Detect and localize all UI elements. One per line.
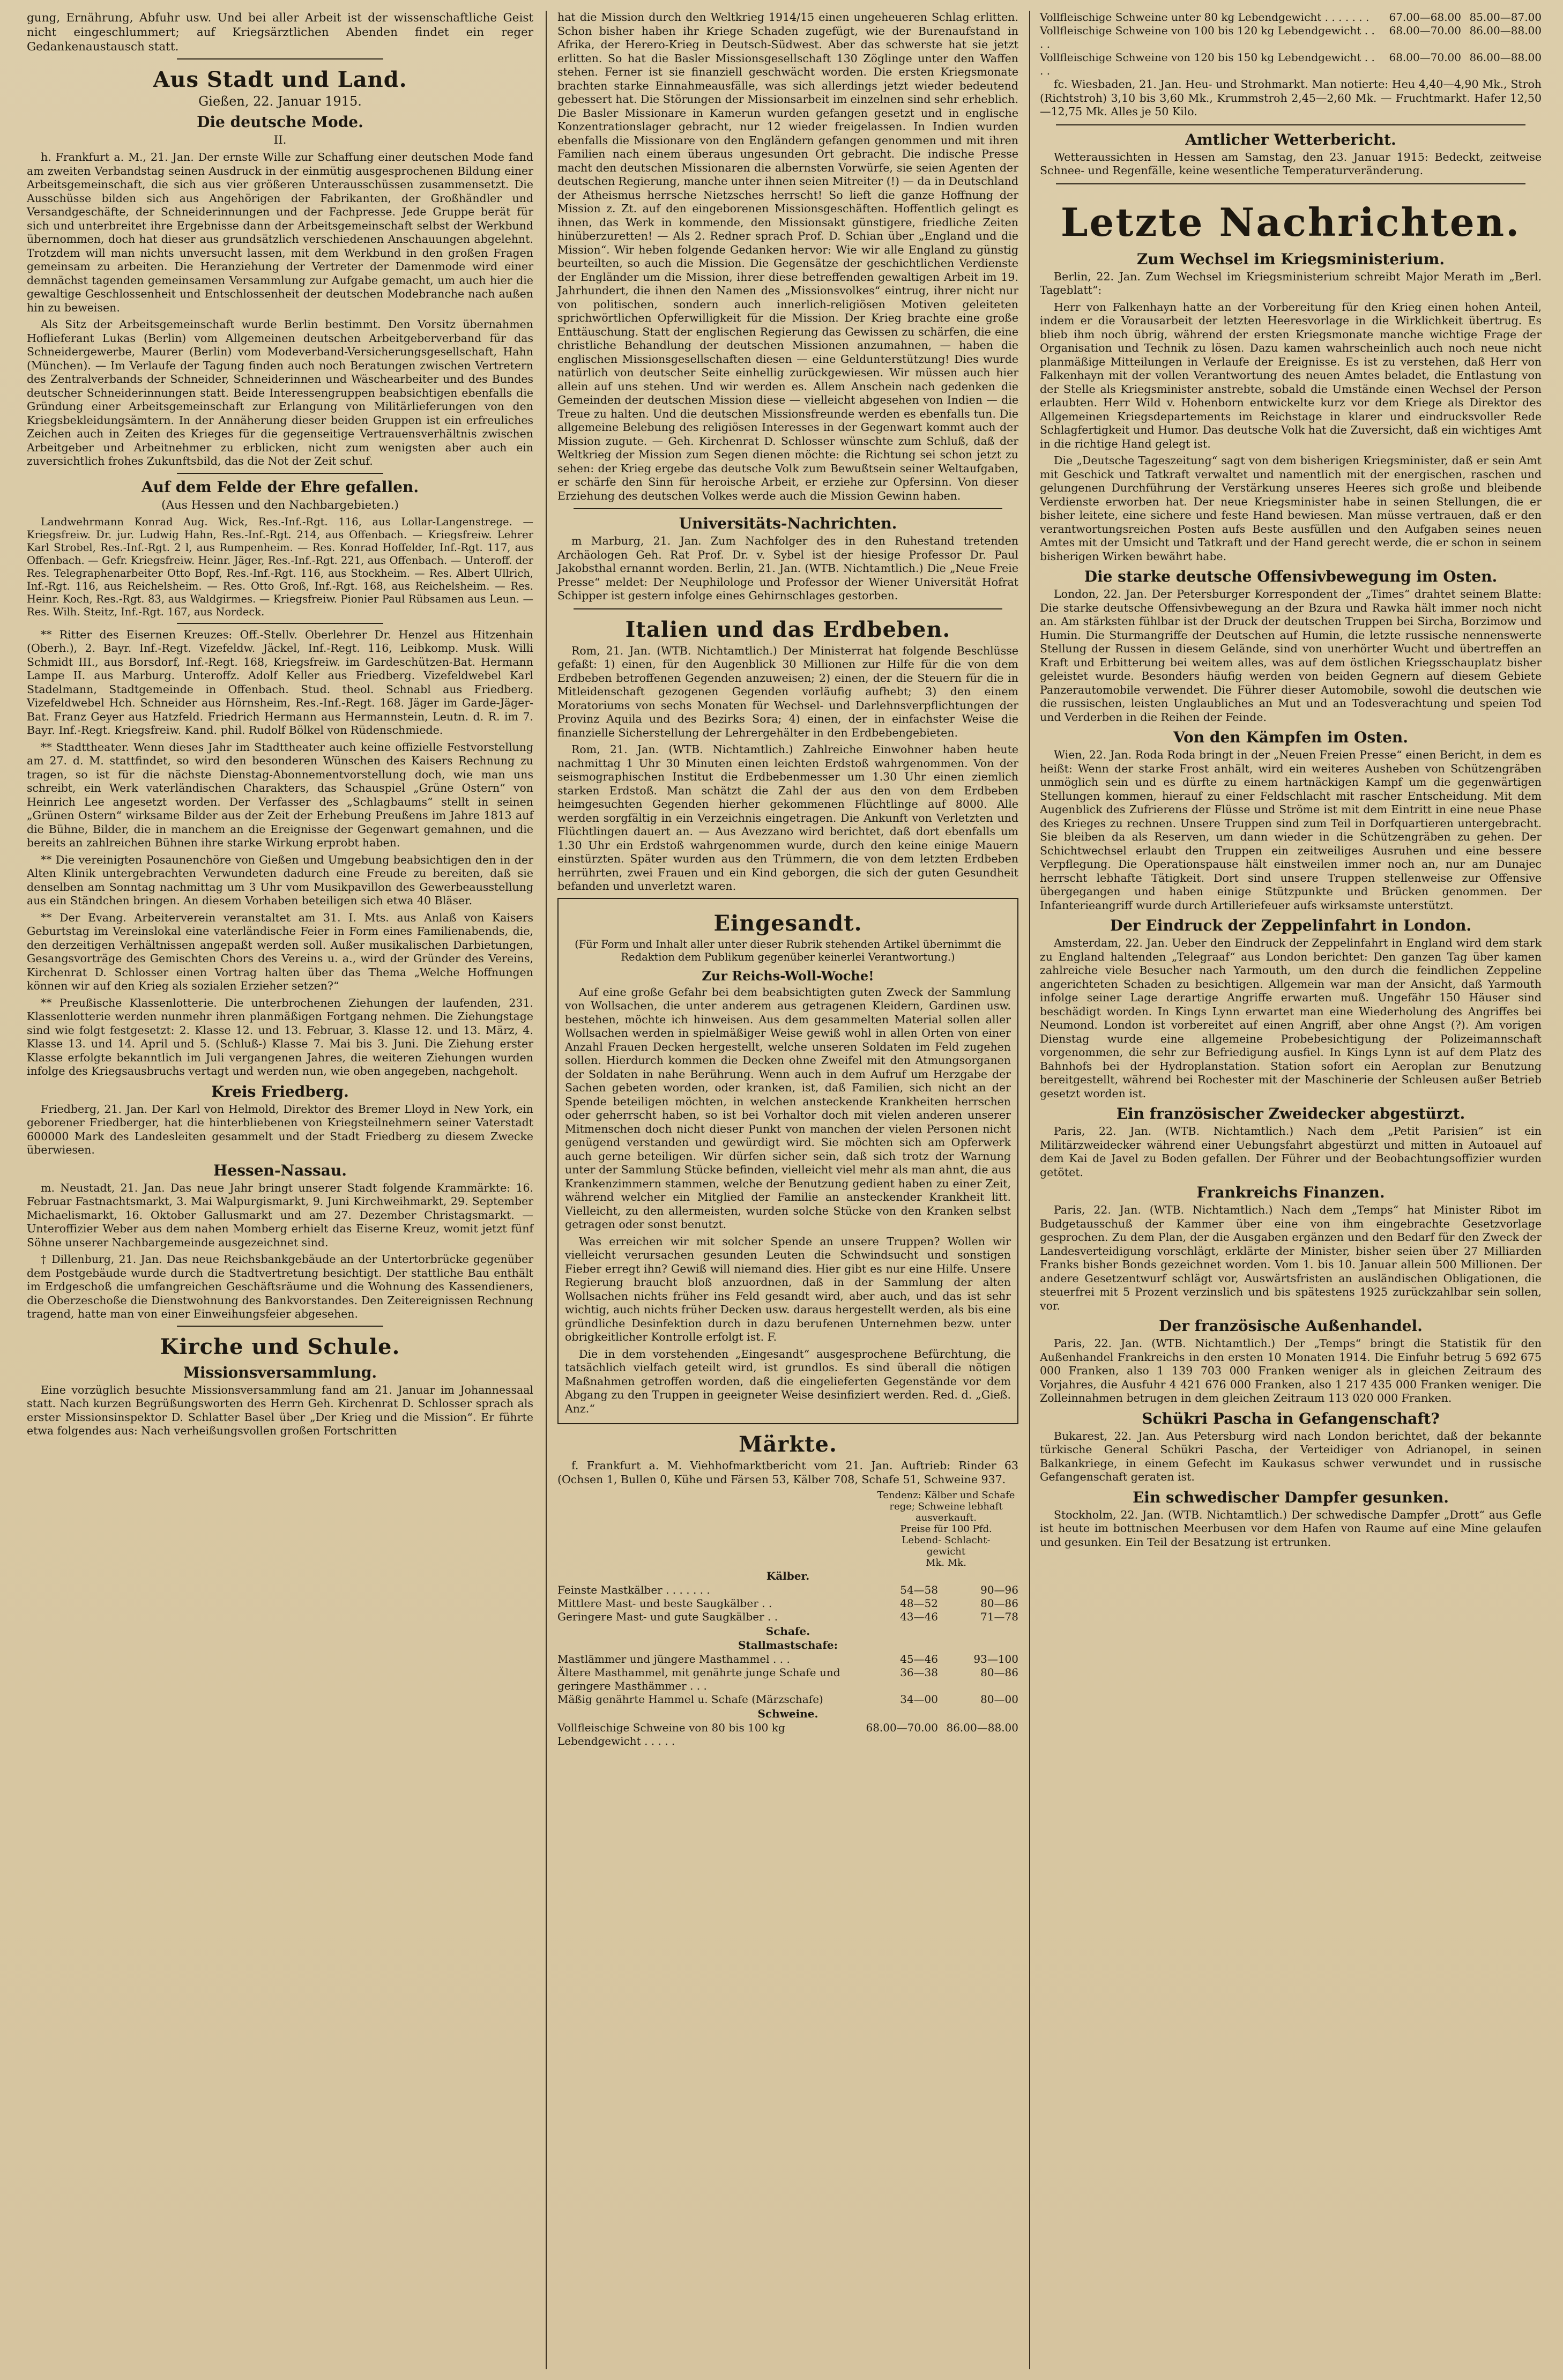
news-item: m Marburg, 21. Jan. Zum Nachfolger des in den Ruhestand tretenden Archäologen Geh. Rat Prof. Dr. v. Sybel ist der hiesige Professor Dr. Paul Jakobsthal ernannt worden. Berlin, 21. Jan. (WTB. Nichtamtlich.) Die „Neue Freie Presse“ meldet: Der Neuphilologe und Professor der Wiener Universität Hofrat Schipper ist gestern infolge eines Gehirnschlages gestorben. — [557, 534, 1018, 602]
price-live-weight: 68.00—70.00 — [1389, 24, 1461, 37]
price-live-weight: 45—46 — [900, 1653, 938, 1665]
divider — [177, 473, 383, 474]
article-title: Universitäts-Nachrichten. — [679, 515, 897, 532]
news-item: ** Preußische Klassenlotterie. Die unterbrochenen Ziehungen der laufenden, 231. Klassenlotterie werden nunmehr ihren planmäßigen Fortgang nehmen. Die Ziehungstage sind wie folgt festgesetzt: 2. Klasse 12. und 13. Februar, 3. Klasse 12. und 13. März, 4. Klasse 13. und 14. April und 5. (Schluß-) Klasse 7. Mai bis 3. Juni. Die Ziehung erster Klasse erfolgte bekanntlich im Juli vergangenen Jahres, die weiteren Ziehungen wurden infolge des Kriegsausbruchs vertagt und werden nun, wie oben angegeben, nachgeholt. — [27, 996, 533, 1077]
price-row-label: Vollfleischige Schweine von 120 bis 150 kg Lebendgewicht . . . . — [1040, 51, 1375, 77]
price-row-label: Feinste Mastkälber . . . . . . . — [557, 1583, 710, 1596]
price-live-weight: 68.00—70.00 — [1389, 51, 1461, 64]
market-report: f. Frankfurt a. M. Viehhofmarktbericht vom 21. Jan. Auftrieb: Rinder 63 (Ochsen 1, Bullen 0, Kühe und Färsen 53, Kälber 708, Schafe 51, Schweine 937. — [557, 1459, 1018, 1486]
article-title: Schükri Pascha in Gefangenschaft? — [1142, 1409, 1440, 1427]
column-2 — [552, 11, 1024, 2369]
article-title: Zur Reichs-Woll-Woche! — [702, 968, 874, 984]
price-live-weight: 68.00—70.00 — [866, 1721, 938, 1734]
price-row — [557, 1666, 1018, 1693]
column-3 — [1034, 11, 1547, 2369]
news-item: Berlin, 22. Jan. Zum Wechsel im Kriegsministerium schreibt Major Merath im „Berl. Tageblatt“: — [1040, 270, 1542, 296]
price-slaughter-weight: 90—96 — [980, 1583, 1018, 1596]
divider — [177, 1326, 383, 1327]
price-row — [1040, 51, 1542, 78]
price-header — [557, 1546, 1018, 1557]
price-slaughter-weight: 80—86 — [980, 1666, 1018, 1679]
news-item: Rom, 21. Jan. (WTB. Nichtamtlich.) Der Ministerrat hat folgende Beschlüsse gefaßt: 1) einen, für den Augenblick 30 Millionen zur Hilfe für die von dem Erdbeben betroffenen Gegenden anzuweisen; 2) einen, der die Steuern für die in Mitleidenschaft gezogenen Gegenden vorläufig aufhebt; 3) den einem Moratoriums von sechs Monaten für Wechsel- und Darlehnsverpflichtungen der Provinz Aquila und des Bezirks Sora; 4) einen, der in einfachster Weise die finanzielle Sicherstellung der Lehrergehälter in den Erdbebengebieten. — [557, 644, 1018, 739]
news-item: Die „Deutsche Tageszeitung“ sagt von dem bisherigen Kriegsminister, daß er sein Amt mit Geschick und Tatkraft verwaltet und namentlich mit der energischen, raschen und gelungenen Durchführung der Verstärkung unseres Heeres sich große und bleibende Verdienste erworben hat. Der neue Kriegsminister habe in seinen Stellungen, die er bisher leitete, eine sichere und feste Hand bewiesen. Man müsse vertrauen, daß er den verantwortungsreichen Posten aufs Beste ausfüllen und den Aufgaben seines neuen Amtes mit der Umsicht und Tatkraft und der Hand gerecht werde, die er schon in seinem bisherigen Wirken bewährt habe. — [1040, 454, 1542, 563]
news-item: ** Der Evang. Arbeiterverein veranstaltet am 31. I. Mts. aus Anlaß von Kaisers Geburtstag im Vereinslokal eine vaterländische Feier in Form eines Familienabends, die, den derzeitigen Verhältnissen angepaßt werden soll. Außer musikalischen Darbietungen, Gesangsvorträge des Gemischten Chors des Vereins u. a., wird der Gründer des Vereins, Kirchenrat D. Schlosser einen Vortrag halten über das Thema „Welche Hoffnungen können wir auf den Krieg als sozialen Erzieher setzen?“ — [27, 911, 533, 992]
article-title: Amtlicher Wetterbericht. — [1185, 130, 1396, 148]
price-header — [557, 1557, 1018, 1568]
news-item: Paris, 22. Jan. (WTB. Nichtamtlich.) Der „Temps“ bringt die Statistik für den Außenhandel Frankreichs in den ersten 10 Monaten 1914. Die Einfuhr betrug 5 692 675 000 Franken, also 1 139 703 000 Franken weniger als in gleichen Zeitraum des Vorjahres, die Ausfuhr 4 421 676 000 Franken, also 1 217 435 000 Franken weniger. Die Zolleinnahmen betrugen in dem gleichen Zeitraum 113 020 000 Franken. — [1040, 1337, 1542, 1404]
price-row-label: Vollfleischige Schweine von 100 bis 120 kg Lebendgewicht . . . . — [1040, 24, 1375, 50]
price-slaughter-weight: 80—00 — [980, 1693, 1018, 1706]
region-heading: Kreis Friedberg. — [211, 1082, 349, 1100]
price-table-schweine — [557, 1721, 1018, 1748]
news-item: Wien, 22. Jan. Roda Roda bringt in der „Neuen Freien Presse“ einen Bericht, in dem es heißt: Wenn der starke Frost anhält, wird ein weiteres Ausheben von Schützengräben unmöglich sein und es dürfte zu einem hartnäckigen Kampf um die gegenwärtigen Stellungen kommen, hierauf zu einer Feldschlacht mit rascher Entscheidung. Mit dem Augenblick des Zufrierens der Flüsse und Ströme ist mit dem Eintritt in eine neue Phase des Krieges zu rechnen. Unsere Truppen sind zum Teil in Dorfquartieren untergebracht. Sie bleiben da als Reserven, um dann wieder in die Schützengräben zu gehen. Der Schichtwechsel erlaubt den Truppen ein zeitweiliges Ausruhen und eine bessere Verpflegung. Die Operationspause hält einstweilen immer noch an, nur am Dunajec herrscht lebhafte Tätigkeit. Dort sind unsere Truppen stellenweise zur Offensive übergegangen und haben einige Stützpunkte und Brücken genommen. Der Infanterieangriff wurde durch Artilleriefeuer aufs wirksamste unterstützt. — [1040, 748, 1542, 912]
price-table-schafe — [557, 1653, 1018, 1706]
article-subtitle: (Aus Hessen und den Nachbargebieten.) — [161, 498, 399, 512]
price-row-label: Mittlere Mast- und beste Saugkälber . . — [557, 1597, 772, 1610]
news-item: Bukarest, 22. Jan. Aus Petersburg wird nach London berichtet, daß der bekannte türkische General Schükri Pascha, der Verteidiger von Adrianopel, in seinen Balkankriege, in einem Gefecht im Kaukasus schwer verwundet und in russische Gefangenschaft geraten ist. — [1040, 1429, 1542, 1483]
article-paragraph: Auf eine große Gefahr bei dem beabsichtigten guten Zweck der Sammlung von Wollsachen, die unter anderem aus getragenen Kleidern, Gardinen usw. bestehen, möchte ich hinweisen. Aus dem gesammelten Material sollen aller Wollsachen werden in spielmäßiger Weise gewiß wohl in allen Orten von einer Anzahl Frauen Decken hergestellt, welche unseren Soldaten im Feld zugehen sollen. Hierdurch kommen die Decken ohne Zweifel mit den Atmungsorganen der Soldaten in nahe Berührung. Wenn auch in dem Aufruf um Herzgabe der Sachen gebeten worden, oder kranken, ist, daß Familien, sich nicht an der Spende beteiligen möchten, in welchen ansteckende Krankheiten herrschen oder geherrscht haben, so ist bei Vorhaltor doch mit vielen anderen unserer Mitmenschen doch nicht dieser Punkt von manchen der vielen Personen nicht genügend verstanden und gewürdigt wird. Sie möchten sich am Opferwerk auch gerne beteiligen. Wir dürfen sicher sein, daß sich trotz der Warnung unter der Sammlung Stücke befinden, vielleicht viel mehr als man ahnt, die aus Krankenzimmern stammen, welche der Benutzung gedient haben zu einer Zeit, während welcher ein Mitglied der Familie an ansteckender Krankheit litt. Vielleicht, zu den allermeisten, wurden solche Stücke von den Kranken selbst getragen oder sonst benutzt. — [565, 985, 1011, 1231]
news-item: ** Die vereinigten Posaunenchöre von Gießen und Umgebung beabsichtigen den in der Alten Klinik untergebrachten Verwundeten dadurch eine Freude zu bereiten, daß sie denselben am Sonntag nachmittag um 3 Uhr vom Musikpavillon des Gewerbeausstellung aus ein Ständchen bringen. An diesem Vorhaben beteiligen sich etwa 40 Bläser. — [27, 853, 533, 907]
column-1 — [21, 11, 539, 2369]
article-title: Die deutsche Mode. — [197, 113, 363, 131]
price-row — [557, 1583, 1018, 1597]
article-title: Ein französischer Zweidecker abgestürzt. — [1116, 1105, 1465, 1122]
price-header-line: Mk. Mk. — [926, 1557, 966, 1568]
price-slaughter-weight: 80—86 — [980, 1597, 1018, 1610]
price-live-weight: 34—00 — [900, 1693, 938, 1706]
price-header-line: gewicht — [926, 1546, 966, 1557]
price-row-label: Ältere Masthammel, mit genährte junge Schafe und geringere Masthämmer . . . — [557, 1666, 840, 1692]
news-item: † Dillenburg, 21. Jan. Das neue Reichsbankgebäude an der Untertorbrücke gegenüber dem Postgebäude wurde durch die Stadtvertretung besichtigt. Der stattliche Bau enthält im Erdgeschoß die umfangreichen Geschäftsräume und die Wohnung des Kassendieners, die Oberzeschoße die Dienstwohnung des Bankvorstandes. Den Zeitereignissen Rechnung tragend, hatte man von einer Einweihungsfeier abgesehen. — [27, 1253, 533, 1320]
article-title: Missionsversammlung. — [183, 1363, 377, 1381]
price-row — [1040, 24, 1542, 51]
price-live-weight: 67.00—68.00 — [1389, 11, 1461, 24]
section-heading: Aus Stadt und Land. — [153, 67, 407, 92]
price-row-label: Vollfleischige Schweine unter 80 kg Lebendgewicht . . . . . . . — [1040, 11, 1370, 24]
divider — [177, 58, 383, 59]
price-row — [1040, 11, 1542, 24]
price-slaughter-weight: 71—78 — [980, 1610, 1018, 1623]
price-slaughter-weight: 85.00—87.00 — [1469, 11, 1542, 24]
region-heading: Hessen-Nassau. — [213, 1161, 347, 1179]
weather-report: Wetteraussichten in Hessen am Samstag, den 23. Januar 1915: Bedeckt, zeitweise Schnee- und Regenfälle, keine wesentliche Temperaturveränderung. — [1040, 150, 1542, 177]
article-paragraph: h. Frankfurt a. M., 21. Jan. Der ernste Wille zur Schaffung einer deutschen Mode fand am zweiten Verbandstag seinen Ausdruck in der einmütig ausgesprochenen Bildung einer Arbeitsgemeinschaft, die sich aus vier größeren Unterausschüssen zusammensetzt. Die Ausschüsse bilden sich aus Angehörigen der Fabrikanten, der Großhändler und Versandgeschäfte, der Schneiderinnungen und der Fachpresse. Jede Gruppe berät für sich und unterbreitet ihre Ergebnisse dann der Arbeitsgemeinschaft selbst der Werkbund übernommen, doch hat dieser aus grundsätzlich verschiedenen Anschauungen abgelehnt. Trotzdem will man nichts unversucht lassen, mit dem Werkbund in den großen Fragen gemeinsam zu arbeiten. Die Heranziehung der Vertreter der Damenmode wird einer demnächst tagenden gemeinsamen Versammlung zur Aufgabe gemacht, um auch hier die gewaltige Geschlossenheit und Entschlossenheit der deutschen Modebranche nach außen hin zu beweisen. — [27, 151, 533, 314]
price-row-label: Geringere Mast- und gute Saugkälber . . — [557, 1610, 778, 1623]
article-title: Ein schwedischer Dampfer gesunken. — [1132, 1488, 1449, 1506]
news-item: Friedberg, 21. Jan. Der Karl von Helmold, Direktor des Bremer Lloyd in New York, ein geborener Friedberger, hat die hinterbliebenen von Kriegsteilnehmern seiner Vaterstadt 600000 Mark des Landesleiten gesammelt und der Stadt Friedberg zu diesem Zwecke überwiesen. — [27, 1102, 533, 1156]
article-title: Zum Wechsel im Kriegsministerium. — [1136, 250, 1445, 268]
news-item: Rom, 21. Jan. (WTB. Nichtamtlich.) Zahlreiche Einwohner haben heute nachmittag 1 Uhr 30 Minuten einen leichten Erdstoß wahrgenommen. Von der seismographischen Institut die Erdbebenmesser um 1.30 Uhr einen ziemlich starken Erdstoß. Man schätzt die Zahl der aus den von dem Erdbeben heimgesuchten Gegenden hierher gekommenen Flüchtlinge auf 8000. Alle werden sorgfältig in ein Verzeichnis eingetragen. Die Ankunft von Verletzten und Flüchtlingen dauert an. — Aus Avezzano wird berichtet, daß dort ebenfalls um 1.30 Uhr ein Erdstoß wahrgenommen wurde, durch den keine einige Mauern einstürzten. Später wurden aus den Trümmern, die von dem letzten Erdbeben herrührten, zwei Frauen und ein Kind geborgen, die sich der guten Gesundheit befanden und unverletzt waren. — [557, 743, 1018, 892]
news-item: Herr von Falkenhayn hatte an der Vorbereitung für den Krieg einen hohen Anteil, indem er die Vorausarbeit der letzten Heeresvorlage in die Wirklichkeit übertrug. Es blieb ihm noch übrig, während der ersten Kriegsmonate manche wichtige Frage der Organisation und Technik zu lösen. Dazu kamen wahrscheinlich auch noch neue nicht planmäßige Mitteilungen in Verlaufe der Ereignisse. Es ist zu verstehen, daß Herr von Falkenhayn mit der vollen Verantwortung des neuen Amtes beladet, die Entlastung von der Stelle als Kriegsminister anstrebte, sobald die Umstände einen Wechsel der Person erlaubten. Herr Wild v. Hohenborn entwickelte kurz vor dem Kriege als Direktor des Allgemeinen Kriegsdepartements im Reichstage in klarer und eindrucksvoller Rede Schlagfertigkeit und Humor. Das deutsche Volk hat die Zuversicht, daß ein wichtiges Amt in die richtige Hand gelegt ist. — [1040, 300, 1542, 450]
price-row — [557, 1610, 1018, 1624]
category-label: Kälber. — [766, 1570, 810, 1582]
market-report: fc. Wiesbaden, 21. Jan. Heu- und Strohmarkt. Man notierte: Heu 4,40—4,90 Mk., Stroh (Richtstroh) 3,10 bis 3,60 Mk., Krummstroh 2,45—2,60 Mk. — Fruchtmarkt. Hafer 12,50—12,75 Mk. Alles je 50 Kilo. — [1040, 78, 1542, 118]
price-table-kaelber — [557, 1583, 1018, 1624]
price-live-weight: 48—52 — [900, 1597, 938, 1610]
category-label: Schafe. — [765, 1625, 810, 1638]
divider — [1056, 124, 1525, 125]
price-row — [557, 1693, 1018, 1706]
article-paragraph: Was erreichen wir mit solcher Spende an unsere Truppen? Wollen wir vielleicht verursachen gesunden Leuten die Schwindsucht und sonstigen Fieber erregt ihn? Gewiß will niemand dies. Hier gibt es nur eine Hilfe. Unsere Regierung braucht bloß anzuordnen, daß in der Sammlung der alten Wollsachen nichts früher ins Feld gesandt wird, aber auch, und das ist sehr wichtig, auch nichts früher Decken usw. daraus hergestellt werden, als bis eine gründliche Desinfektion durch in dazu berufenen Unternehmen bezw. unter obrigkeitlicher Kontrolle erfolgt ist. F. — [565, 1234, 1011, 1343]
news-item: Paris, 22. Jan. (WTB. Nichtamtlich.) Nach dem „Temps“ hat Minister Ribot im Budgetausschuß der Kammer über eine von ihm eingebrachte Gesetzvorlage gesprochen. Zu dem Plan, der die Ausgaben ergänzen und den Bedarf für den Zweck der Landesverteidigung vorschlägt, erklärte der Minister, bisher seien über 27 Milliarden Franks bisher Bonds gezeichnet worden. Vom 1. bis 10. Januar allein 500 Millionen. Der andere Gesetzentwurf schlägt vor, Auswärtsfristen an ausländischen Obligationen, die steuerfrei mit 5 Prozent verzinslich und bis spätestens 1925 zurückzahlbar sein sollen, vor. — [1040, 1203, 1542, 1312]
price-row-label: Mastlämmer und jüngere Masthammel . . . — [557, 1653, 790, 1665]
column-rule — [546, 11, 547, 2369]
price-header-line: Lebend- Schlacht- — [902, 1535, 991, 1546]
price-slaughter-weight: 86.00—88.00 — [1469, 24, 1542, 37]
news-item: London, 22. Jan. Der Petersburger Korrespondent der „Times“ drahtet seinem Blatte: Die starke deutsche Offensivbewegung an der Bzura und Rawka hält immer noch nicht an. Am stärksten fühlbar ist der Druck der deutschen Truppen bei Sircha, Borzimow und Humin. Die Sturmangriffe der Deutschen auf Humin, die letzte russische nennenswerte Stellung der Russen in diesem Gelände, sind von unerhörter Wucht und übertreffen an Kraft und Erbitterung bei weitem alles, was auf dem östlichen Kriegsschauplatz bisher geleistet wurde. Besonders häufig werden von beiden Gegnern auf diesem Gebiete Panzerautomobile verwendet. Die Führer dieser Automobile, sowohl die deutschen wie die russischen, leisten Unglaubliches an Mut und an Todesverachtung und speien Tod und Verderben in die Reihen der Feinde. — [1040, 587, 1542, 724]
article-paragraph: hat die Mission durch den Weltkrieg 1914/15 einen ungeheueren Schlag erlitten. Schon bisher haben ihr Kriege Schaden zugefügt, wie der Burenaufstand in Afrika, der Herero-Krieg in Deutsch-Südwest. Aber das schwerste hat sie jetzt erlitten. So hat die Basler Missionsgesellschaft 130 Zöglinge unter den Waffen stehen. Ferner ist sie finanziell geschwächt worden. Die ersten Kriegsmonate brachten starke Einnahmeausfälle, was sich allerdings jetzt wieder bedeutend gebessert hat. Die Störungen der Missionsarbeit im einzelnen sind sehr erheblich. Die Basler Missionare in Kamerun wurden gefangen gesetzt und in englische Konzentrationslager gebracht, nur 12 wieder freigelassen. In Indien wurden ebenfalls die Missionare von den Engländern gefangen genommen und mit ihren Familien nach einem überaus ungesunden Ort gebracht. Die indische Presse macht den deutschen Missionaren die albernsten Vorwürfe, sie seien Agenten der deutschen Regierung, manche unter ihnen seien Mitreiter (!) — da in Deutschland der Atheismus herrsche Nietzsches herrscht! So lieft die ganze Hoffnung der Mission z. Zt. auf den eingeborenen Missionsgeschäften. Hoffentlich gelingt es ihnen, das Werk in kommende, den Missionsakt günstigere, friedliche Zeiten hinüberzuretten! — Als 2. Redner sprach Prof. D. Schian über „England und die Mission“. Wir heben folgende Gedanken hervor: Wie wir alle England zu günstig beurteilten, so auch die Mission. Die Gegensätze der geschichtlichen Verdienste der Engländer um die Mission, ihrer diese betreffenden gewaltigen Arbeit im 19. Jahrhundert, die ihnen den Namen des „Missionsvolkes“ eintrug, ihrer nicht nur von politischen, sondern auch innerlich-religiösen Motiven geleiteten sprichwörtlichen Opferwilligkeit für die Mission. Der Krieg brachte eine große Enttäuschung. Statt der englischen Regierung das Gewissen zu schärfen, die eine christliche Behandlung der deutschen Missionen anzumahnen, — haben die englischen Missionsgesellschaften diesen — eine Geldunterstützung! Dies wurde natürlich von deutscher Seite einhellig zurückgewiesen. Wir müssen auch hier allein auf uns stehen. Und wir werden es. Allem Anschein nach gedenken die Gemeinden der deutschen Mission diese — vielleicht abgesehen von Indien — die Treue zu halten. Und die deutschen Missionsfreunde werden es ebenfalls tun. Die allgemeine Belebung des religiösen Interesses in der Gegenwart kommt auch der Mission zugute. — Geh. Kirchenrat D. Schlosser wünschte zum Schluß, daß der Weltkrieg der Mission zum Segen dienen möchte: die Richtung sei schon jetzt zu sehen: der Krieg ergebe das deutsche Volk zum Bewußtsein seiner Weltaufgaben, er schärfe den Sinn für heroische Arbeit, er erziehe zur Opfersinn. Von dieser Erziehung des deutschen Volkes werde auch die Mission Gewinn haben. — [557, 11, 1018, 502]
price-row — [557, 1653, 1018, 1666]
article-title: Der Eindruck der Zeppelinfahrt in London. — [1110, 917, 1472, 934]
price-live-weight: 43—46 — [900, 1610, 938, 1623]
intro-text: gung, Ernährung, Abfuhr usw. Und bei aller Arbeit ist der wissenschaftliche Geist nicht eingeschlummert; auf Kriegsärztlichen Abenden findet ein reger Gedankenaustausch statt. — [27, 11, 533, 54]
news-item: m. Neustadt, 21. Jan. Das neue Jahr bringt unserer Stadt folgende Krammärkte: 16. Februar Fastnachtsmarkt, 3. Mai Walpurgismarkt, 9. Juni Kirchweihmarkt, 29. September Michaelismarkt, 16. Oktober Gallusmarkt und am 27. Dezember Christagsmarkt. — Unteroffizier Weber aus dem nahen Momberg erhielt das Eiserne Kreuz, womit jetzt fünf Söhne unserer Nachbargemeinde ausgezeichnet sind. — [27, 1181, 533, 1249]
price-live-weight: 54—58 — [900, 1583, 938, 1596]
price-header — [557, 1523, 1018, 1535]
news-item: ** Ritter des Eisernen Kreuzes: Off.-Stellv. Oberlehrer Dr. Henzel aus Hitzenhain (Oberh.), 2. Bayr. Inf.-Regt. Vizefeldw. Jäckel, Inf.-Regt. 116, Leibkomp. Musk. Willi Schmidt III., aus Borsdorf, Inf.-Regt. 168, Kriegsfreiw. im Gardeschützen-Bat. Hermann Lampe II. aus Marburg. Unteroffz. Adolf Keller aus Friedberg. Vizefeldwebel Karl Stadelmann, Stadtgemeinde in Offenbach. Stud. theol. Schnabl aus Friedberg. Vizefeldwebel Hch. Schneider aus Hörnsheim, Res.-Inf.-Regt. 168. Jäger im Garde-Jäger-Bat. Franz Geyer aus Hatzfeld. Friedrich Hermann aus Hermannstein, Leutn. d. R. im 7. Bayr. Inf.-Regt. Kriegsfreiw. Kand. phil. Rudolf Bölkel von Rüdenschmiede. — [27, 628, 533, 737]
section-heading: Eingesandt. — [713, 910, 862, 936]
news-item: Stockholm, 22. Jan. (WTB. Nichtamtlich.) Der schwedische Dampfer „Drott“ aus Gefle ist heute im bottnischen Meerbusen vor dem Hafen von Raume auf eine Mine gelaufen und gesunken. Ein Teil der Besatzung ist ertrunken. — [1040, 1508, 1542, 1549]
article-title: Der französische Außenhandel. — [1159, 1317, 1423, 1335]
divider — [177, 623, 383, 624]
article-number: II. — [273, 133, 287, 147]
price-row-label: Mäßig genährte Hammel u. Schafe (Märzschafe) — [557, 1693, 823, 1706]
article-title: Von den Kämpfen im Osten. — [1173, 728, 1409, 746]
price-live-weight: 36—38 — [900, 1666, 938, 1679]
price-slaughter-weight: 93—100 — [973, 1653, 1018, 1665]
article-paragraph: Die in dem vorstehenden „Eingesandt“ ausgesprochene Befürchtung, die tatsächlich vielfach geteilt wird, ist grundlos. Es sind überall die nötigen Maßnahmen getroffen worden, daß die eingelieferten Gegenstände vor dem Abgang zu den Truppen in geeigneter Weise desinfiziert werden. Red. d. „Gieß. Anz.“ — [565, 1347, 1011, 1415]
price-header — [557, 1490, 1018, 1523]
casualty-list: Landwehrmann Konrad Aug. Wick, Res.-Inf.-Rgt. 116, aus Lollar-Langenstrege. — Kriegsfreiw. Dr. jur. Ludwig Hahn, Res.-Inf.-Rgt. 214, aus Offenbach. — Kriegsfreiw. Lehrer Karl Strobel, Res.-Inf.-Rgt. 2 l, aus Rumpenheim. — Res. Konrad Hoffelder, Inf.-Rgt. 117, aus Offenbach. — Gefr. Kriegsfreiw. Heinr. Jäger, Res.-Inf.-Rgt. 221, aus Offenbach. — Unteroff. der Res. Telegraphenarbeiter Otto Bopf, Res.-Inf.-Rgt. 116, aus Stockheim. — Res. Albert Ullrich, Inf.-Rgt. 116, aus Reichelsheim. — Res. Otto Groß, Inf.-Rgt. 168, aus Reichelsheim. — Res. Heinr. Koch, Res.-Rgt. 83, aus Waldgirmes. — Kriegsfreiw. Pionier Paul Rübsamen aus Leun. — Res. Wilh. Steitz, Inf.-Rgt. 167, aus Nordeck. — [27, 515, 533, 618]
divider — [1056, 183, 1525, 184]
article-paragraph: Als Sitz der Arbeitsgemeinschaft wurde Berlin bestimmt. Den Vorsitz übernahmen Hoflieferant Lukas (Berlin) vom Allgemeinen deutschen Arbeitgeberverband für das Schneidergewerbe, Maurer (Berlin) vom Modeverband-Versicherungsgesellschaft, Hahn (München). — Im Verlaufe der Tagung finden auch noch Beratungen zwischen Vertretern des Zentralverbands der Schneider, Schneiderinnen und Wäschearbeiter und des Bundes deutscher Schneiderinnungen statt. Beide Interessengruppen beabsichtigen ebenfalls die Gründung einer Arbeitsgemeinschaft zur Erlangung von Militärlieferungen von den Kriegsbekleidungsämtern. In der Annäherung dieser beiden Gruppen ist ein erfreuliches Zeichen auch in Zeiten des Krieges für die gegenseitige Vertrauensverhältnis zwischen Arbeitgeber und Arbeitnehmer zu erblicken, nicht zum wenigsten aber auch ein zuversichtlich frohes Zukunftsbild, das die Not der Zeit schuf. — [27, 318, 533, 467]
category-label: Stallmastschafe: — [738, 1639, 838, 1652]
article-title: Frankreichs Finanzen. — [1196, 1184, 1385, 1201]
price-row — [557, 1721, 1018, 1748]
news-item: Paris, 22. Jan. (WTB. Nichtamtlich.) Nach dem „Petit Parisien“ ist ein Militärzweidecker während einer Uebungsfahrt abgestürzt und mitten in Autoauel auf dem Kai de Javel zu Boden gefallen. Der Führer und der Beobachtungsoffizier wurden getötet. — [1040, 1125, 1542, 1179]
section-heading: Märkte. — [739, 1432, 837, 1457]
dateline: Gießen, 22. Januar 1915. — [198, 94, 362, 109]
price-row — [557, 1597, 1018, 1610]
eingesandt-box — [557, 898, 1018, 1425]
column-rule — [1029, 11, 1030, 2369]
price-slaughter-weight: 86.00—88.00 — [946, 1721, 1018, 1734]
category-label: Schweine. — [757, 1707, 818, 1720]
price-header — [557, 1535, 1018, 1546]
section-heading: Letzte Nachrichten. — [1060, 199, 1521, 245]
price-header-line: Preise für 100 Pfd. — [900, 1523, 992, 1535]
section-heading: Italien und das Erdbeben. — [625, 616, 951, 642]
news-item: Amsterdam, 22. Jan. Ueber den Eindruck der Zeppelinfahrt in England wird dem stark zu England haltenden „Telegraaf“ aus London berichtet: Den ganzen Tag über kamen zahlreiche viele Besucher nach Yarmouth, um den durch die feindlichen Zeppeline angerichteten Schaden zu besichtigen. Allgemein war man der Ansicht, daß Yarmouth infolge seiner Lage derartige Angriffe erwarten muß. Ungefähr 150 Häuser sind beschädigt worden. In Kings Lynn erwartet man eine Wiederholung des Angriffes bei Neumond. London ist vorbereitet auf einen Angriff, aber ohne Angst (?). Am vorigen Dienstag wurde eine allgemeine Probebesichtigung der Polizeimannschaft vorgenommen, die sehr zur Befriedigung ausfiel. In Kings Lynn ist auf dem Platz des Bahnhofs bei der Hydroplanstation. Station sofort ein Aeroplan zur Benutzung bereitgestellt, während bei Rochester mit der Maschinerie der Schleusen außer Betrieb gesetzt worden ist. — [1040, 936, 1542, 1100]
price-table-schweine-cont — [1040, 11, 1542, 78]
article-paragraph: Eine vorzüglich besuchte Missionsversammlung fand am 21. Januar im Johannessaal statt. Nach kurzen Begrüßungsworten des Herrn Geh. Kirchenrat D. Schlosser sprach als erster Missionsinspektor D. Schlatter Basel über „Der Krieg und die Mission“. Er führte etwa folgendes aus: Nach verheißungsvollen großen Fortschritten — [27, 1383, 533, 1437]
article-title: Die starke deutsche Offensivbewegung im Osten. — [1084, 568, 1498, 585]
divider — [574, 508, 1002, 509]
divider — [574, 608, 1002, 609]
article-title: Auf dem Felde der Ehre gefallen. — [141, 478, 419, 496]
disclaimer: (Für Form und Inhalt aller unter dieser Rubrik stehenden Artikel übernimmt die Redaktion dem Publikum gegenüber keinerlei Verantwortung.) — [575, 938, 1001, 963]
price-header-line: Tendenz: Kälber und Schafe rege; Schweine lebhaft ausverkauft. — [877, 1490, 1015, 1523]
price-slaughter-weight: 86.00—88.00 — [1469, 51, 1542, 64]
news-item: ** Stadttheater. Wenn dieses Jahr im Stadttheater auch keine offizielle Festvorstellung am 27. d. M. stattfindet, so wird den besonderen Wünschen des Kaisers Rechnung zu tragen, so ist für die nächste Dienstag-Abonnementvorstellung doch, wie man uns schreibt, ein Werk vaterländischen Charakters, das Schauspiel „Grüne Ostern“ von Heinrich Lee angesetzt worden. Der Verfasser des „Schlagbaums“ stellt in seinen „Grünen Ostern“ wirksame Bilder aus der Zeit der Erhebung Preußens im Jahre 1813 auf die Bühne, Bilder, die in manchem an die Ereignisse der Gegenwart gemahnen, und die bereits an zahlreichen Bühnen ihre starke Wirkung erprobt haben. — [27, 740, 533, 849]
section-heading: Kirche und Schule. — [160, 1334, 400, 1359]
price-row-label: Vollfleischige Schweine von 80 bis 100 kg Lebendgewicht . . . . . — [557, 1721, 785, 1747]
